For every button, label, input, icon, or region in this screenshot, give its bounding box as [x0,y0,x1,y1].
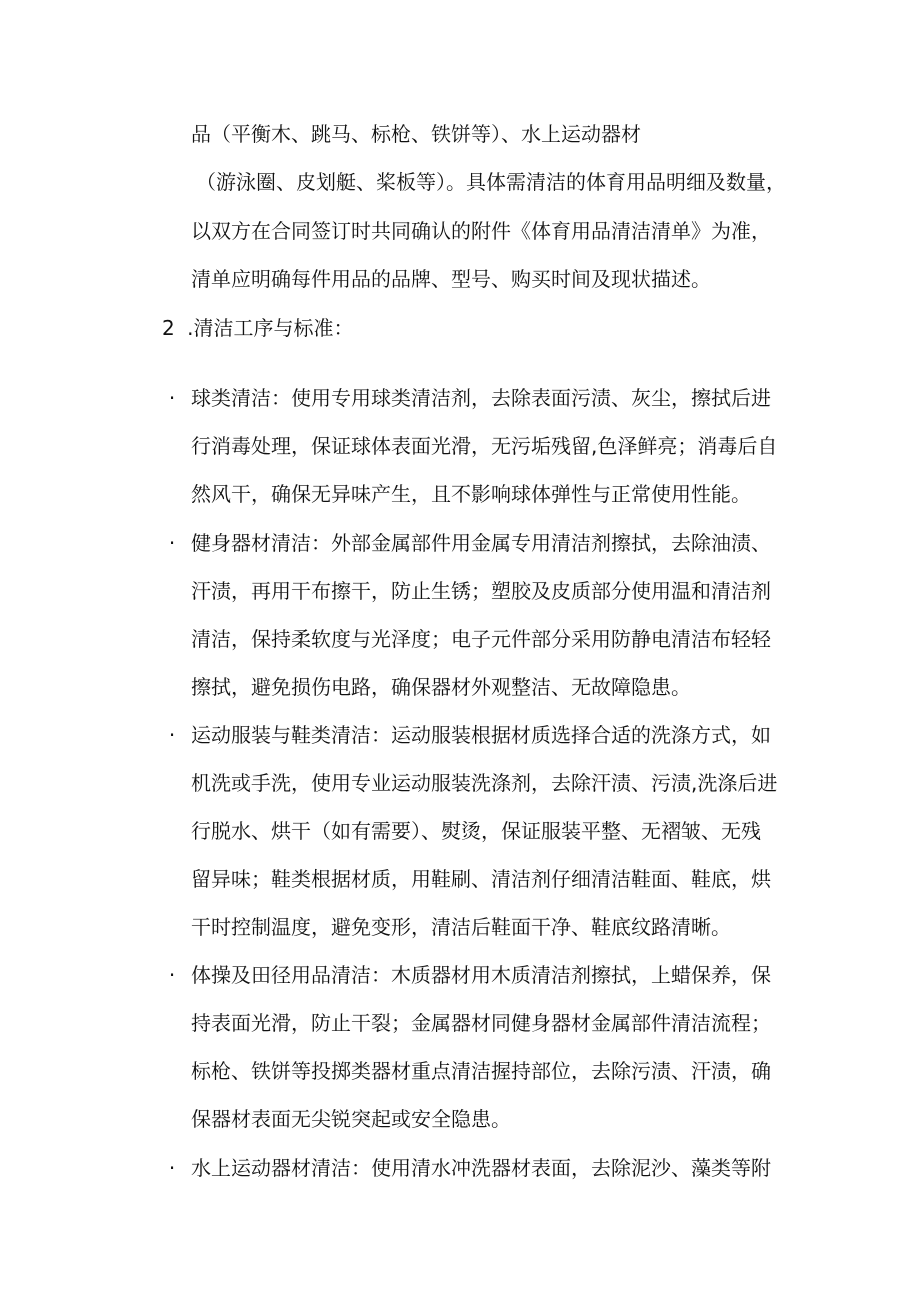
item-4-line-3: 标枪、铁饼等投掷类器材重点清洁握持部位，去除污渍、汗渍，确 [191,1059,771,1083]
item-2-line-2: 汗渍，再用干布擦干，防止生锈；塑胶及皮质部分使用温和清洁剂 [191,579,771,603]
item-3-line-3: 行脱水、烘干（如有需要）、熨烫，保证服装平整、无褶皱、无残 [191,819,761,843]
item-1-line-2: 行消毒处理，保证球体表面光滑，无污垢残留,色泽鲜亮；消毒后自 [191,434,778,458]
item-3-line-1: 运动服装与鞋类清洁：运动服装根据材质选择合适的洗涤方式，如 [191,723,771,747]
item-4-line-1: 体操及田径用品清洁：木质器材用木质清洁剂擦拭，上蜡保养，保 [191,963,771,987]
item-2-line-1: 健身器材清洁：外部金属部件用金属专用清洁剂擦拭，去除油渍、 [191,531,771,555]
bullet-marker: · [168,386,176,410]
intro-line-4: 清单应明确每件用品的品牌、型号、购买时间及现状描述。 [191,267,711,291]
section-title: .清洁工序与标准： [187,316,354,340]
item-3-line-5: 干时控制温度，避免变形，清洁后鞋面干净、鞋底纹路清晰。 [191,915,731,939]
intro-line-3: 以双方在合同签订时共同确认的附件《体育用品清洁清单》为准， [191,219,771,243]
item-5-line-1: 水上运动器材清洁：使用清水冲洗器材表面，去除泥沙、藻类等附 [191,1156,771,1180]
bullet-marker: · [168,1156,176,1180]
intro-line-2: （游泳圈、皮划艇、桨板等）。具体需清洁的体育用品明细及数量， [196,170,786,194]
item-3-line-4: 留异味；鞋类根据材质，用鞋刷、清洁剂仔细清洁鞋面、鞋底，烘 [191,867,771,891]
item-1-line-1: 球类清洁：使用专用球类清洁剂，去除表面污渍、灰尘，擦拭后进 [191,386,771,410]
intro-line-1: 品（平衡木、跳马、标枪、铁饼等）、水上运动器材 [191,122,641,146]
item-2-line-4: 擦拭，避免损伤电路，确保器材外观整洁、无故障隐患。 [191,675,691,699]
item-4-line-2: 持表面光滑，防止干裂；金属器材同健身器材金属部件清洁流程； [191,1011,771,1035]
bullet-marker: · [168,963,176,987]
bullet-marker: · [168,531,176,555]
item-3-line-2: 机洗或手洗，使用专业运动服装洗涤剂，去除汗渍、污渍,洗涤后进 [191,771,778,795]
item-1-line-3: 然风干，确保无异味产生，且不影响球体弹性与正常使用性能。 [191,482,751,506]
item-2-line-3: 清洁，保持柔软度与光泽度；电子元件部分采用防静电清洁布轻轻 [191,627,771,651]
section-number: 2 [162,316,175,340]
section-2-heading [162,314,353,342]
item-4-line-4: 保器材表面无尖锐突起或安全隐患。 [191,1107,511,1131]
bullet-marker: · [168,723,176,747]
